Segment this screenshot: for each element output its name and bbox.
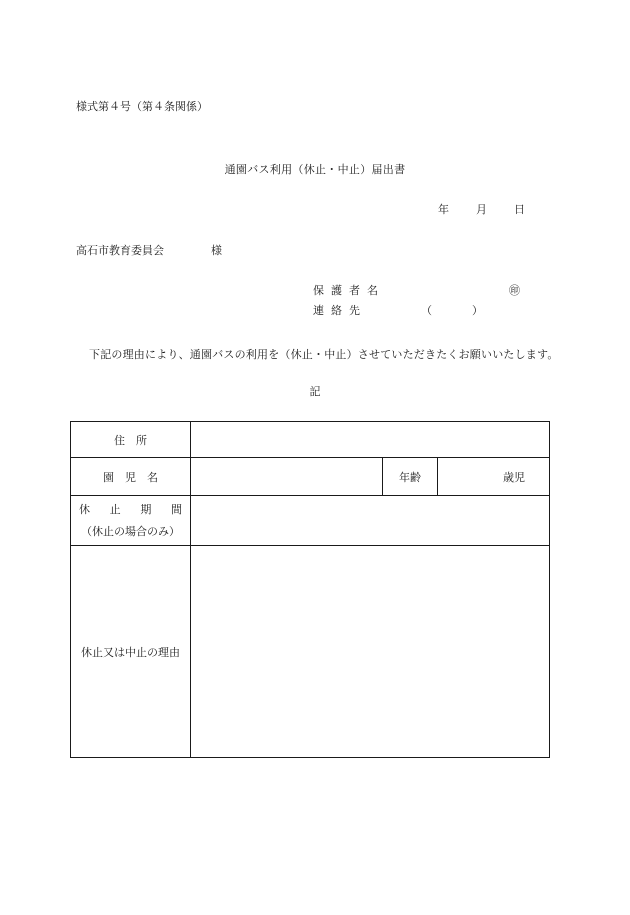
period-label bbox=[71, 499, 190, 521]
address-row bbox=[71, 422, 550, 458]
period-label-cell bbox=[71, 496, 191, 546]
period-char-2: 止 bbox=[109, 502, 121, 516]
form-number: 様式第４号（第４条関係） bbox=[76, 100, 208, 113]
period-note: （休止の場合のみ） bbox=[81, 524, 180, 538]
age-label: 年齢 bbox=[383, 458, 438, 496]
guardian-name-label: 保護者名 bbox=[313, 284, 385, 297]
contact-paren-close: ） bbox=[472, 304, 483, 317]
ki-mark: 記 bbox=[309, 385, 321, 398]
period-char-4: 間 bbox=[170, 502, 182, 516]
form-table bbox=[70, 421, 550, 758]
addressee-organization: 高石市教育委員会 bbox=[76, 244, 164, 257]
contact-paren-open: （ bbox=[421, 304, 432, 317]
address-field[interactable] bbox=[191, 422, 550, 458]
date-month-label: 月 bbox=[476, 203, 487, 216]
child-name-field[interactable] bbox=[191, 458, 383, 496]
addressee-honorific: 様 bbox=[211, 244, 222, 257]
document-title: 通園バス利用（休止・中止）届出書 bbox=[224, 163, 406, 176]
contact-label: 連絡先 bbox=[313, 304, 367, 317]
child-name-label: 園 児 名 bbox=[71, 458, 191, 496]
child-row bbox=[71, 458, 550, 496]
period-char-1: 休 bbox=[79, 502, 90, 516]
address-label: 住 所 bbox=[71, 422, 191, 458]
reason-row bbox=[71, 546, 550, 758]
reason-field[interactable] bbox=[191, 546, 550, 758]
reason-label: 休止又は中止の理由 bbox=[71, 546, 191, 758]
period-row bbox=[71, 496, 550, 546]
seal-mark: ㊞ bbox=[509, 284, 520, 297]
age-field[interactable] bbox=[438, 458, 550, 496]
date-day-label: 日 bbox=[514, 203, 525, 216]
date-year-label: 年 bbox=[438, 203, 449, 216]
period-char-3: 期 bbox=[140, 502, 152, 516]
date-line bbox=[438, 204, 525, 215]
request-text: 下記の理由により、通園バスの利用を（休止・中止）させていただきたくお願いいたします。 bbox=[89, 348, 559, 361]
period-field[interactable] bbox=[191, 496, 550, 546]
age-unit: 歳児 bbox=[503, 470, 526, 484]
